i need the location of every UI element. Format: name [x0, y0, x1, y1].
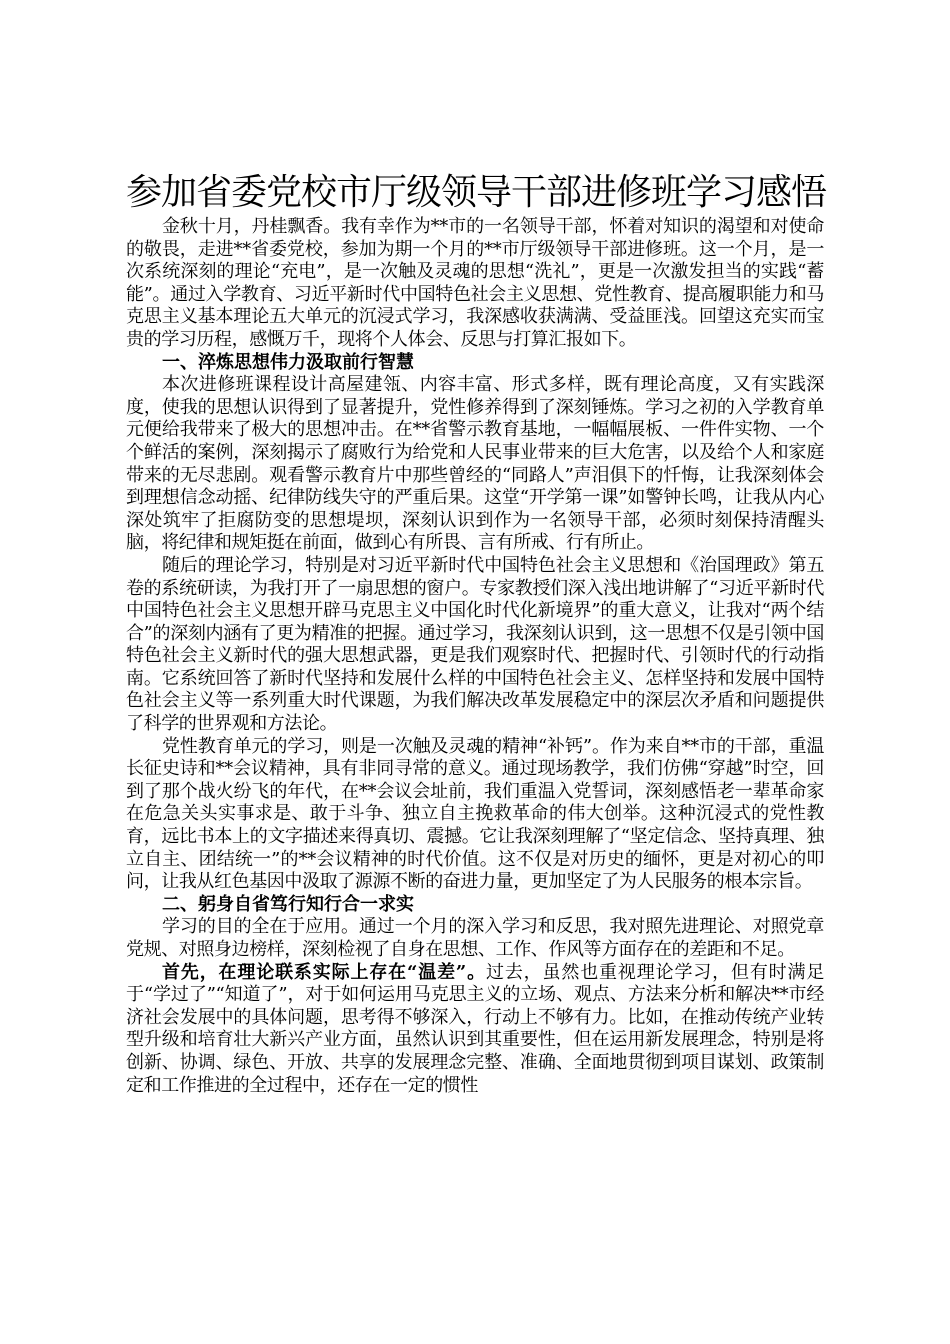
section1-paragraph: 党性教育单元的学习，则是一次触及灵魂的精神“补钙”。作为来自**市的干部，重温长征史诗和**会议精神，具有非同寻常的意义。通过现场教学，我们仿佛“穿越”时空，回到了那个战火纷飞的年代，在**会议会址前，我们重温入党誓词，深刻感悟老一辈革命家在危急关头实事求是、敢于斗争、独立自主挽救革命的伟大创举。这种沉浸式的党性教育，远比书本上的文字描述来得真切、震撼。它让我深刻理解了“坚定信念、坚持真理、独立自主、团结统一”的**会议精神的时代价值。这不仅是对历史的缅怀，更是对初心的叩问，让我从红色基因中汲取了源源不断的奋进力量，更加坚定了为人民服务的根本宗旨。	[126, 735, 824, 893]
section2-paragraph: 学习的目的全在于应用。通过一个月的深入学习和反思，我对照先进理论、对照党章党规、对照身边榜样，深刻检视了自身在思想、工作、作风等方面存在的差距和不足。	[126, 916, 824, 960]
section1-paragraph: 随后的理论学习，特别是对习近平新时代中国特色社会主义思想和《治国理政》第五卷的系统研读，为我打开了一扇思想的窗户。专家教授们深入浅出地讲解了“习近平新时代中国特色社会主义思想开辟马克思主义中国化时代化新境界”的重大意义，让我对“两个结合”的深刻内涵有了更为精准的把握。通过学习，我深刻认识到，这一思想不仅是引领中国特色社会主义新时代的强大思想武器，更是我们观察时代、把握时代、引领时代的行动指南。它系统回答了新时代坚持和发展什么样的中国特色社会主义、怎样坚持和发展中国特色社会主义等一系列重大时代课题，为我们解决改革发展稳定中的深层次矛盾和问题提供了科学的世界观和方法论。	[126, 554, 824, 735]
section2-point-paragraph	[126, 962, 824, 1098]
point-lead-text: 首先，在理论联系实际上存在“温差”。	[162, 961, 486, 983]
document-title: 参加省委党校市厅级领导干部进修班学习感悟	[126, 172, 827, 213]
section-heading-1: 一、淬炼思想伟力汲取前行智慧	[162, 351, 414, 373]
point-body-text: 过去，虽然也重视理论学习，但有时满足于“学过了”“知道了”，对于如何运用马克思主义的立场、观点、方法来分析和解决**市经济社会发展中的具体问题，思考得不够深入，行动上不够有力。比如，在推动传统产业转型升级和培育壮大新兴产业方面，虽然认识到其重要性，但在运用新发展理念，特别是将创新、协调、绿色、开放、共享的发展理念完整、准确、全面地贯彻到项目谋划、政策制定和工作推进的全过程中，还存在一定的惯性	[126, 961, 824, 1096]
section1-paragraph: 本次进修班课程设计高屋建瓴、内容丰富、形式多样，既有理论高度，又有实践深度，使我的思想认识得到了显著提升，党性修养得到了深刻锤炼。学习之初的入学教育单元便给我带来了极大的思想冲击。在**省警示教育基地，一幅幅展板、一件件实物、一个个鲜活的案例，深刻揭示了腐败行为给党和人民事业带来的巨大危害，以及给个人和家庭带来的无尽悲剧。观看警示教育片中那些曾经的“同路人”声泪俱下的忏悔，让我深刻体会到理想信念动摇、纪律防线失守的严重后果。这堂“开学第一课”如警钟长鸣，让我从内心深处筑牢了拒腐防变的思想堤坝，深刻认识到作为一名领导干部，必须时刻保持清醒头脑，将纪律和规矩挺在前面，做到心有所畏、言有所戒、行有所止。	[126, 374, 824, 554]
document-page	[126, 170, 827, 1097]
intro-paragraph: 金秋十月，丹桂飘香。我有幸作为**市的一名领导干部，怀着对知识的渴望和对使命的敬畏，走进**省委党校，参加为期一个月的**市厅级领导干部进修班。这一个月，是一次系统深刻的理论“充电”，是一次触及灵魂的思想“洗礼”，更是一次激发担当的实践“蓄能”。通过入学教育、习近平新时代中国特色社会主义思想、党性教育、提高履职能力和马克思主义基本理论五大单元的沉浸式学习，我深感收获满满、受益匪浅。回望这充实而宝贵的学习历程，感慨万千，现将个人体会、反思与打算汇报如下。	[126, 216, 824, 350]
section-heading-2: 二、躬身自省笃行知行合一求实	[162, 893, 414, 915]
